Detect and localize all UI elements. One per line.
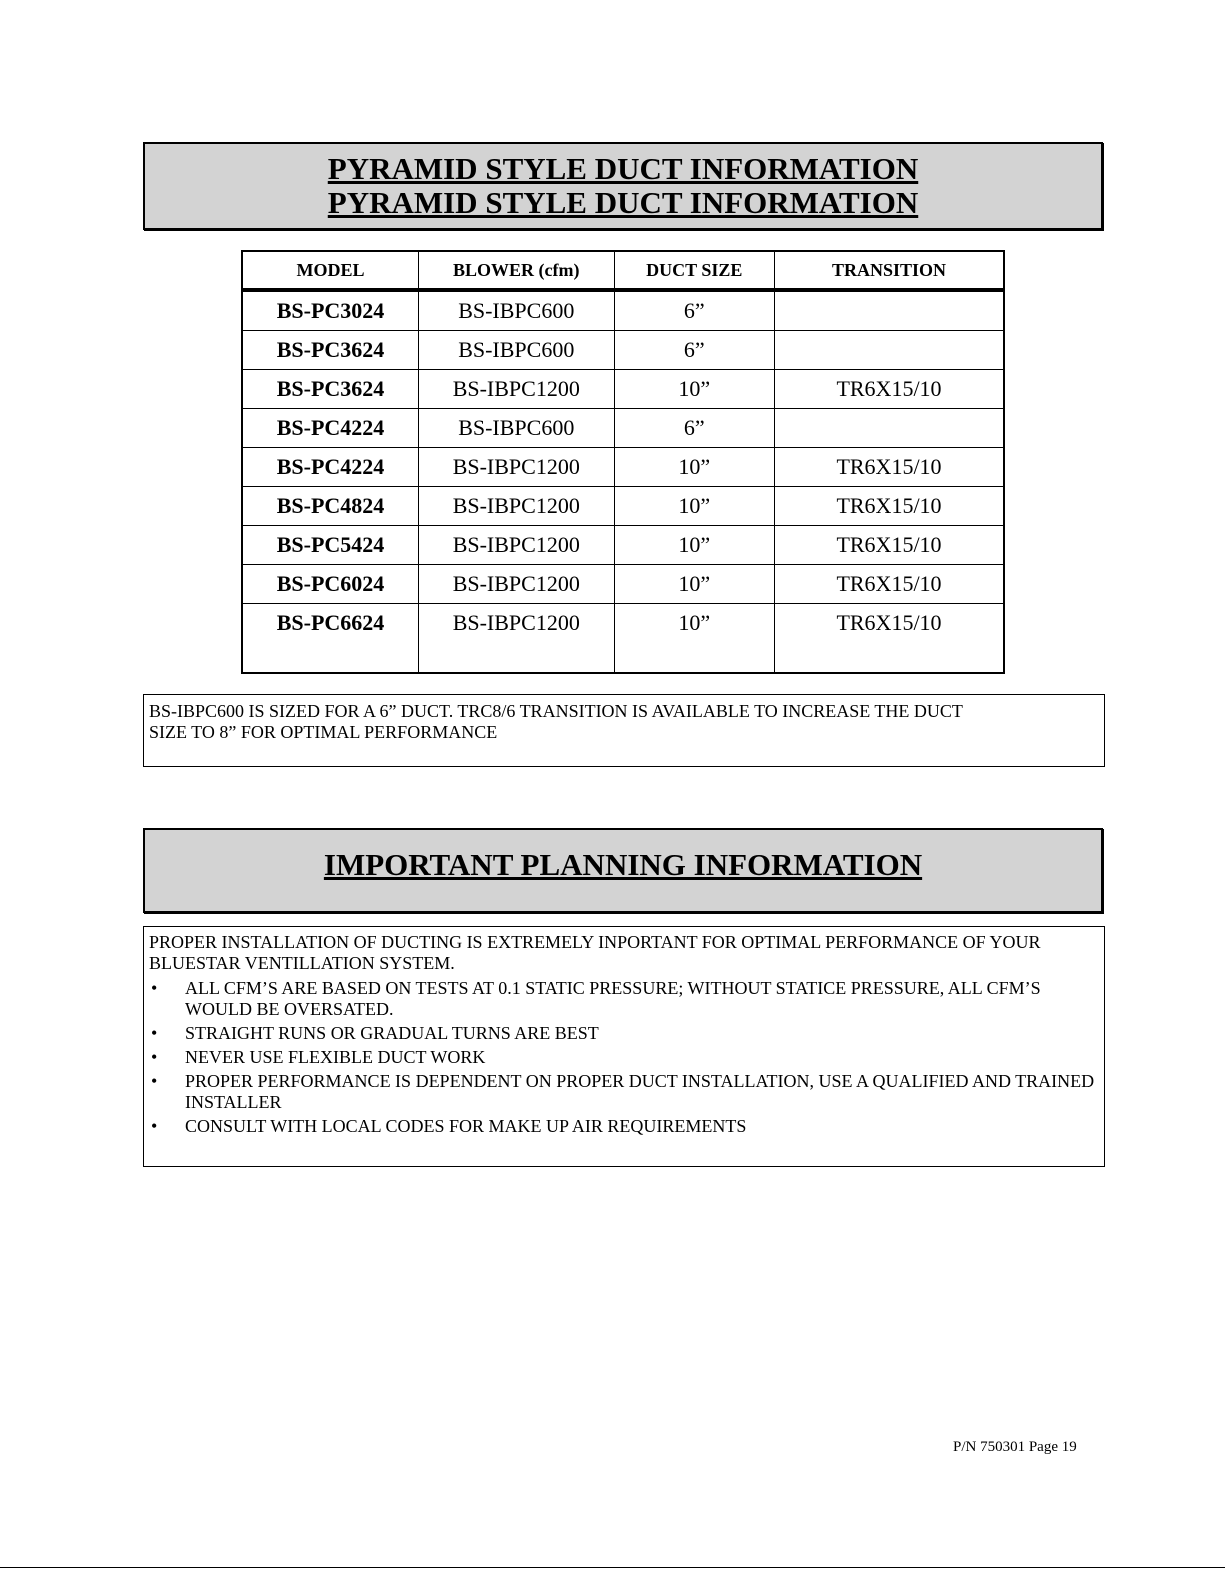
model-cell: BS-PC4224: [242, 448, 419, 487]
model-cell: BS-PC6024: [242, 565, 419, 604]
duct-size-note-line1: BS-IBPC600 IS SIZED FOR A 6” DUCT. TRC8/6 TRANSITION IS AVAILABLE TO INCREASE THE DUCT: [149, 701, 963, 721]
model-cell: BS-PC3624: [242, 370, 419, 409]
transition-cell: TR6X15/10: [775, 487, 1004, 526]
blower-cell: BS-IBPC600: [419, 409, 615, 448]
duct-size-cell: 10”: [614, 604, 774, 674]
bullet-text: CONSULT WITH LOCAL CODES FOR MAKE UP AIR REQUIREMENTS: [185, 1116, 747, 1136]
bottom-rule: [0, 1567, 1225, 1568]
duct-size-note: [143, 694, 1105, 767]
table-row: [242, 604, 1004, 674]
duct-size-cell: 6”: [614, 290, 774, 331]
model-cell: BS-PC4824: [242, 487, 419, 526]
planning-info-box: [143, 926, 1105, 1167]
column-header-duct-size: DUCT SIZE: [614, 251, 774, 290]
model-cell: BS-PC6624: [242, 604, 419, 674]
planning-bullet-list: [149, 978, 1099, 1137]
list-item: [149, 1023, 1099, 1044]
bullet-text: NEVER USE FLEXIBLE DUCT WORK: [185, 1047, 486, 1067]
duct-info-table: [241, 250, 1005, 674]
bullet-icon: •: [151, 1116, 158, 1136]
duct-info-title-line2: PYRAMID STYLE DUCT INFORMATION: [327, 185, 919, 220]
duct-size-cell: 6”: [614, 409, 774, 448]
blower-cell: BS-IBPC1200: [419, 604, 615, 674]
planning-info-title: IMPORTANT PLANNING INFORMATION: [323, 847, 923, 882]
table-header-row: [242, 251, 1004, 290]
duct-size-cell: 10”: [614, 448, 774, 487]
table-row: [242, 448, 1004, 487]
model-cell: BS-PC3624: [242, 331, 419, 370]
table-row: [242, 487, 1004, 526]
blower-cell: BS-IBPC1200: [419, 448, 615, 487]
column-header-model: MODEL: [242, 251, 419, 290]
table-row: [242, 331, 1004, 370]
transition-cell: TR6X15/10: [775, 448, 1004, 487]
column-header-blower: BLOWER (cfm): [419, 251, 615, 290]
column-header-transition: TRANSITION: [775, 251, 1004, 290]
page-footer: P/N 750301 Page 19: [953, 1439, 1077, 1455]
planning-intro: PROPER INSTALLATION OF DUCTING IS EXTREMELY INPORTANT FOR OPTIMAL PERFORMANCE OF YOUR BLUESTAR VENTILLATION SYSTEM.: [149, 932, 1041, 973]
blower-cell: BS-IBPC1200: [419, 526, 615, 565]
list-item: [149, 1071, 1099, 1113]
planning-info-title-box: [143, 828, 1103, 913]
duct-size-cell: 10”: [614, 565, 774, 604]
duct-info-title-box: [143, 142, 1103, 230]
transition-cell: TR6X15/10: [775, 370, 1004, 409]
table-row: [242, 409, 1004, 448]
table-row: [242, 370, 1004, 409]
table-row: [242, 565, 1004, 604]
transition-cell: [775, 409, 1004, 448]
model-cell: BS-PC5424: [242, 526, 419, 565]
bullet-icon: •: [151, 1023, 158, 1043]
blower-cell: BS-IBPC1200: [419, 565, 615, 604]
duct-size-cell: 6”: [614, 331, 774, 370]
table-row: [242, 290, 1004, 331]
blower-cell: BS-IBPC600: [419, 290, 615, 331]
duct-size-cell: 10”: [614, 487, 774, 526]
duct-info-title-line1: PYRAMID STYLE DUCT INFORMATION: [327, 151, 919, 186]
bullet-text: PROPER PERFORMANCE IS DEPENDENT ON PROPER DUCT INSTALLATION, USE A QUALIFIED AND TRAINED INSTALLER: [185, 1071, 1095, 1112]
transition-cell: [775, 290, 1004, 331]
blower-cell: BS-IBPC1200: [419, 487, 615, 526]
bullet-icon: •: [151, 1071, 158, 1091]
list-item: [149, 978, 1099, 1020]
bullet-icon: •: [151, 1047, 158, 1067]
list-item: [149, 1047, 1099, 1068]
duct-size-note-line2: SIZE TO 8” FOR OPTIMAL PERFORMANCE: [149, 722, 498, 742]
bullet-text: ALL CFM’S ARE BASED ON TESTS AT 0.1 STATIC PRESSURE; WITHOUT STATICE PRESSURE, ALL CFM’S WOULD BE OVERSATED.: [185, 978, 1041, 1019]
transition-cell: TR6X15/10: [775, 604, 1004, 674]
bullet-icon: •: [151, 978, 158, 998]
duct-size-cell: 10”: [614, 370, 774, 409]
model-cell: BS-PC4224: [242, 409, 419, 448]
model-cell: BS-PC3024: [242, 290, 419, 331]
list-item: [149, 1116, 1099, 1137]
blower-cell: BS-IBPC1200: [419, 370, 615, 409]
blower-cell: BS-IBPC600: [419, 331, 615, 370]
table-row: [242, 526, 1004, 565]
transition-cell: TR6X15/10: [775, 526, 1004, 565]
duct-size-cell: 10”: [614, 526, 774, 565]
bullet-text: STRAIGHT RUNS OR GRADUAL TURNS ARE BEST: [185, 1023, 599, 1043]
transition-cell: [775, 331, 1004, 370]
transition-cell: TR6X15/10: [775, 565, 1004, 604]
